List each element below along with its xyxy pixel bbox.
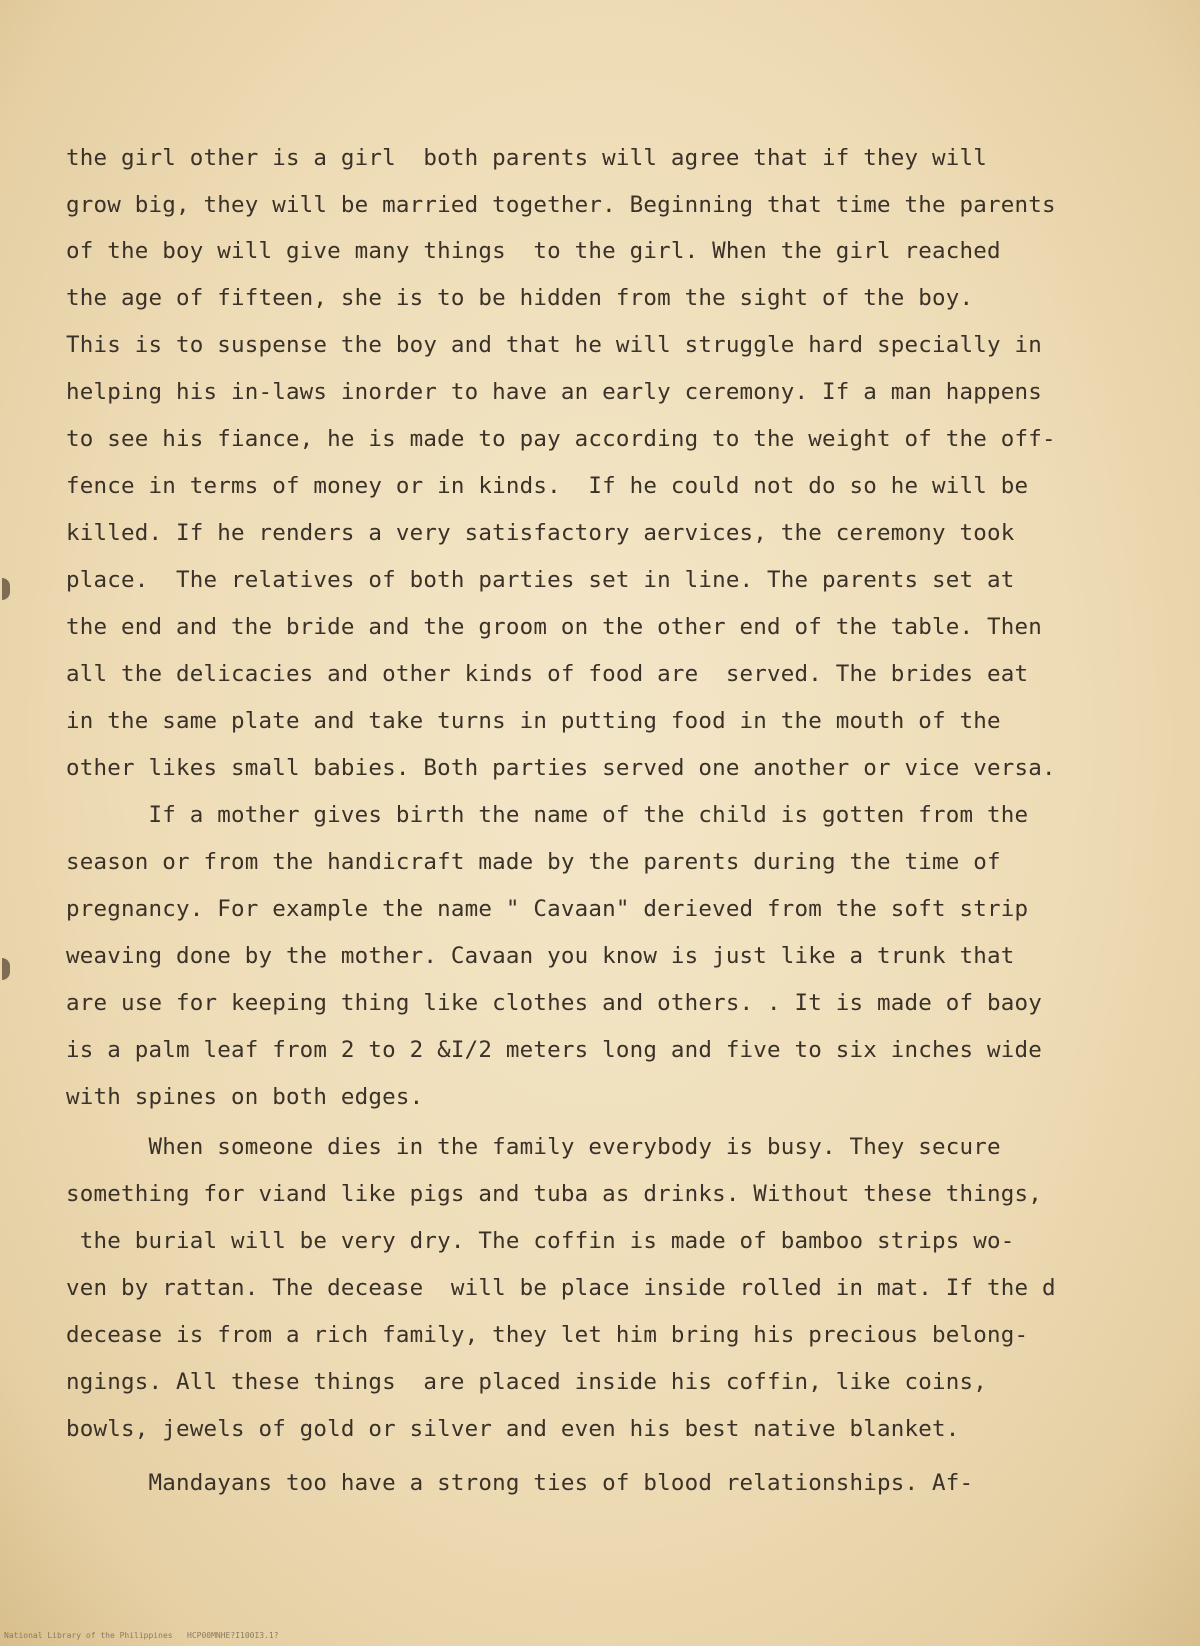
text-line: all the delicacies and other kinds of food are served. The brides eat xyxy=(66,661,1029,687)
binding-hole-bottom xyxy=(2,958,10,980)
text-line: Mandayans too have a strong ties of blood relationships. Af- xyxy=(66,1470,974,1496)
text-line: the age of fifteen, she is to be hidden from the sight of the boy. xyxy=(66,285,974,311)
text-line: the girl other is a girl both parents will agree that if they will xyxy=(66,145,987,171)
text-line: is a palm leaf from 2 to 2 &I/2 meters long and five to six inches wide xyxy=(66,1037,1042,1063)
text-line: helping his in-laws inorder to have an early ceremony. If a man happens xyxy=(66,379,1042,405)
text-line: ven by rattan. The decease will be place inside rolled in mat. If the d xyxy=(66,1275,1056,1301)
text-line: to see his fiance, he is made to pay according to the weight of the off- xyxy=(66,426,1056,452)
text-line: the end and the bride and the groom on the other end of the table. Then xyxy=(66,614,1042,640)
text-line: pregnancy. For example the name " Cavaan" derieved from the soft strip xyxy=(66,896,1029,922)
text-line: place. The relatives of both parties set in line. The parents set at xyxy=(66,567,1015,593)
archive-footer: National Library of the Philippines HCP00MNHE?I100I3.1? xyxy=(4,1631,279,1640)
text-line: This is to suspense the boy and that he will struggle hard specially in xyxy=(66,332,1042,358)
binding-hole-top xyxy=(2,578,10,600)
text-line: the burial will be very dry. The coffin is made of bamboo strips wo- xyxy=(66,1228,1015,1254)
text-line: killed. If he renders a very satisfactory aervices, the ceremony took xyxy=(66,520,1015,546)
text-line: are use for keeping thing like clothes and others. . It is made of baoy xyxy=(66,990,1042,1016)
text-line: in the same plate and take turns in putting food in the mouth of the xyxy=(66,708,1001,734)
text-line: with spines on both edges. xyxy=(66,1084,424,1110)
text-line: fence in terms of money or in kinds. If he could not do so he will be xyxy=(66,473,1029,499)
text-line: When someone dies in the family everybody is busy. They secure xyxy=(66,1134,1001,1160)
text-line: grow big, they will be married together. Beginning that time the parents xyxy=(66,192,1056,218)
text-line: ngings. All these things are placed inside his coffin, like coins, xyxy=(66,1369,987,1395)
text-line: of the boy will give many things to the girl. When the girl reached xyxy=(66,238,1001,264)
text-line: decease is from a rich family, they let him bring his precious belong- xyxy=(66,1322,1029,1348)
text-line: If a mother gives birth the name of the child is gotten from the xyxy=(66,802,1029,828)
text-line: something for viand like pigs and tuba as drinks. Without these things, xyxy=(66,1181,1042,1207)
text-line: season or from the handicraft made by the parents during the time of xyxy=(66,849,1001,875)
text-line: bowls, jewels of gold or silver and even his best native blanket. xyxy=(66,1416,960,1442)
text-line: other likes small babies. Both parties served one another or vice versa. xyxy=(66,755,1056,781)
text-line: weaving done by the mother. Cavaan you know is just like a trunk that xyxy=(66,943,1015,969)
